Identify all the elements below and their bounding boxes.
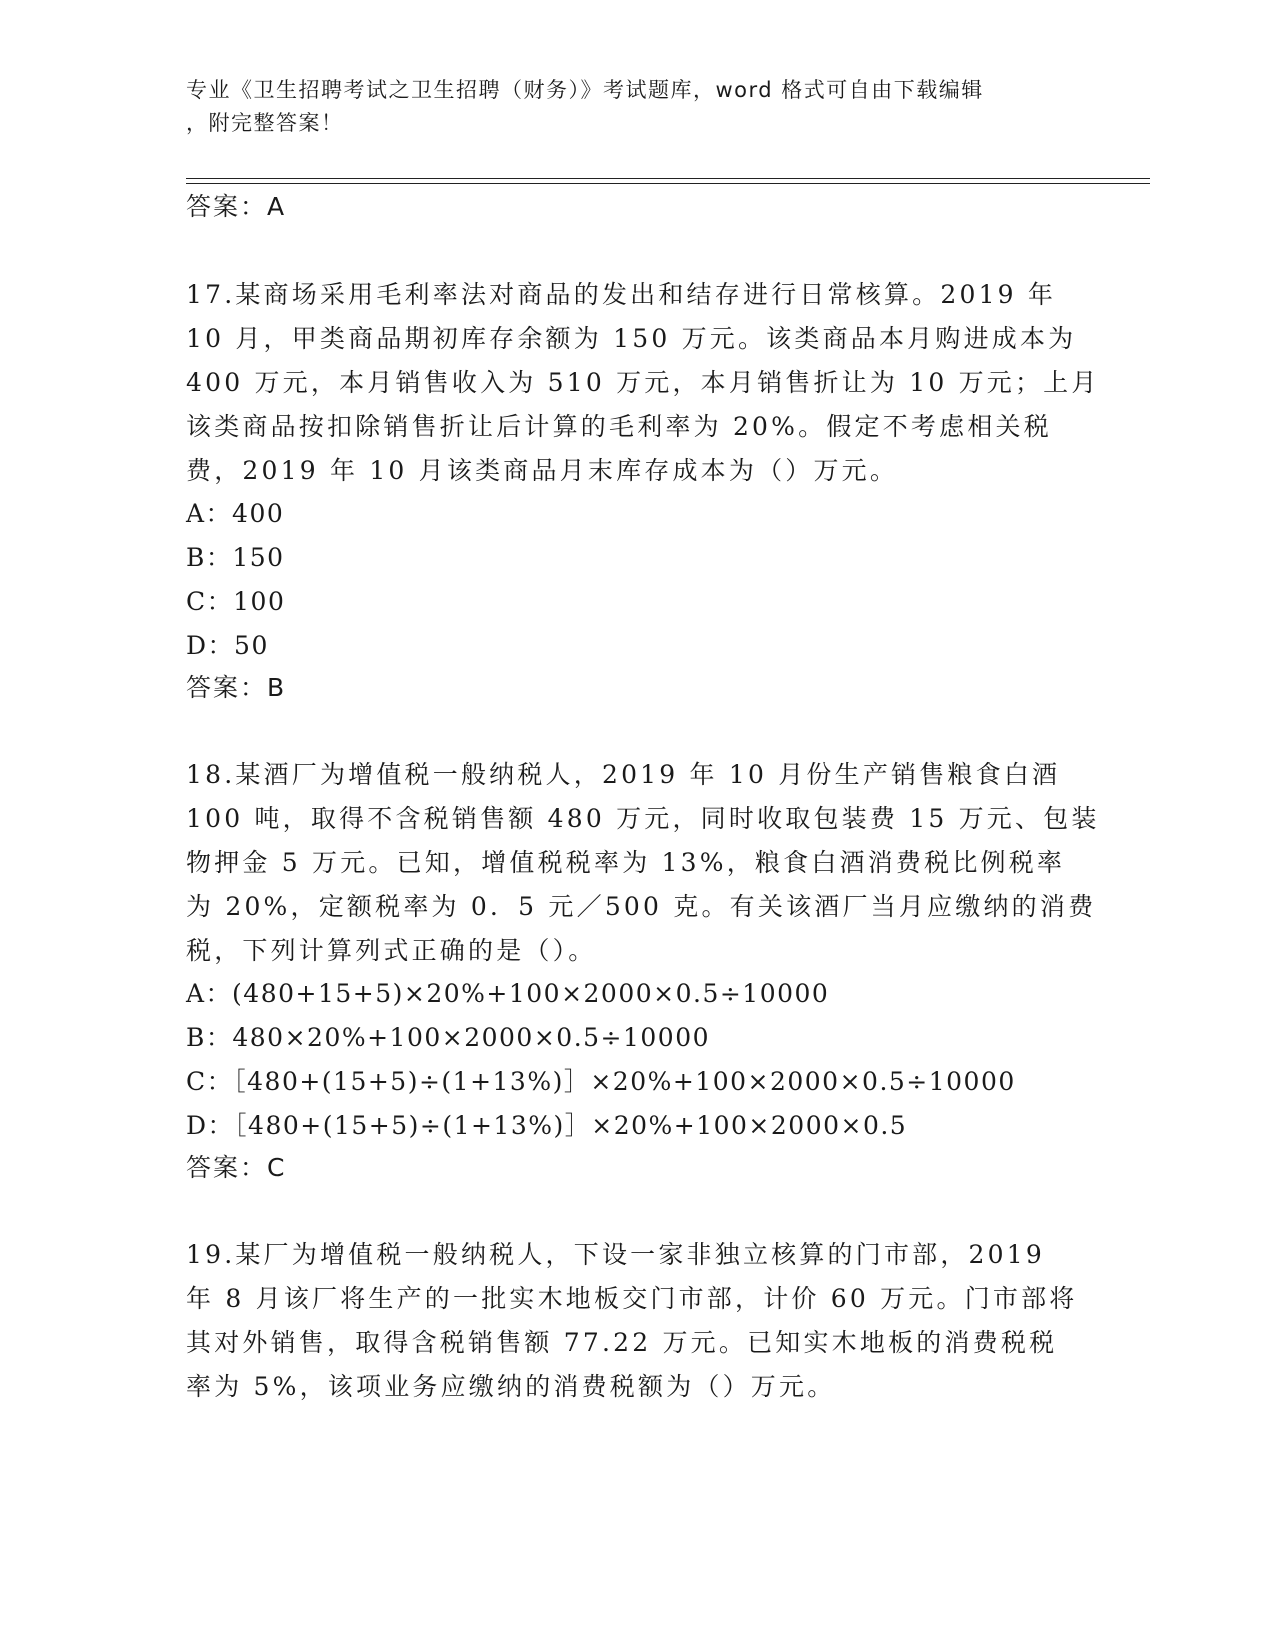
question-17-answer: 答案：B (186, 673, 287, 702)
header-divider-bottom (186, 183, 1150, 184)
question-17-line-5: 费，2019 年 10 月该类商品月末库存成本为（）万元。 (186, 456, 899, 485)
document-header (186, 74, 1076, 140)
question-18-line-1: 18.某酒厂为增值税一般纳税人，2019 年 10 月份生产销售粮食白酒 (186, 760, 1061, 789)
question-18-option-d: D：［480+(15+5)÷(1+13%)］×20%+100×2000×0.5 (186, 1111, 908, 1140)
question-17-line-1: 17.某商场采用毛利率法对商品的发出和结存进行日常核算。2019 年 (186, 280, 1057, 309)
question-18-line-2: 100 吨，取得不含税销售额 480 万元，同时收取包装费 15 万元、包装 (186, 804, 1100, 833)
question-19-line-4: 率为 5%，该项业务应缴纳的消费税额为（）万元。 (186, 1372, 836, 1401)
header-divider-top (186, 178, 1150, 179)
header-line-2: ，附完整答案！ (186, 111, 344, 135)
question-18-option-c: C：［480+(15+5)÷(1+13%)］×20%+100×2000×0.5÷10000 (186, 1067, 1016, 1096)
question-18-line-5: 税，下列计算列式正确的是（）。 (186, 936, 597, 965)
question-17-option-c: C：100 (186, 587, 286, 616)
question-19-line-1: 19.某厂为增值税一般纳税人，下设一家非独立核算的门市部，2019 (186, 1240, 1045, 1269)
question-18-option-a: A：(480+15+5)×20%+100×2000×0.5÷10000 (186, 979, 830, 1008)
question-17-option-d: D：50 (186, 631, 269, 660)
header-line-1: 专业《卫生招聘考试之卫生招聘（财务）》考试题库，word 格式可自由下载编辑 (186, 78, 984, 102)
previous-answer: 答案：A (186, 192, 287, 221)
question-19-line-2: 年 8 月该厂将生产的一批实木地板交门市部，计价 60 万元。门市部将 (186, 1284, 1078, 1313)
question-17-line-2: 10 月，甲类商品期初库存余额为 150 万元。该类商品本月购进成本为 (186, 324, 1077, 353)
question-18-answer: 答案：C (186, 1153, 287, 1182)
question-19-line-3: 其对外销售，取得含税销售额 77.22 万元。已知实木地板的消费税税 (186, 1328, 1058, 1357)
question-17-option-a: A：400 (186, 499, 285, 528)
question-17-option-b: B：150 (186, 543, 285, 572)
question-18-option-b: B：480×20%+100×2000×0.5÷10000 (186, 1023, 711, 1052)
question-17-line-3: 400 万元，本月销售收入为 510 万元，本月销售折让为 10 万元；上月 (186, 368, 1100, 397)
question-17-line-4: 该类商品按扣除销售折让后计算的毛利率为 20%。假定不考虑相关税 (186, 412, 1052, 441)
question-18-line-3: 物押金 5 万元。已知，增值税税率为 13%，粮食白酒消费税比例税率 (186, 848, 1066, 877)
question-18-line-4: 为 20%，定额税率为 0．5 元／500 克。有关该酒厂当月应缴纳的消费 (186, 892, 1097, 921)
